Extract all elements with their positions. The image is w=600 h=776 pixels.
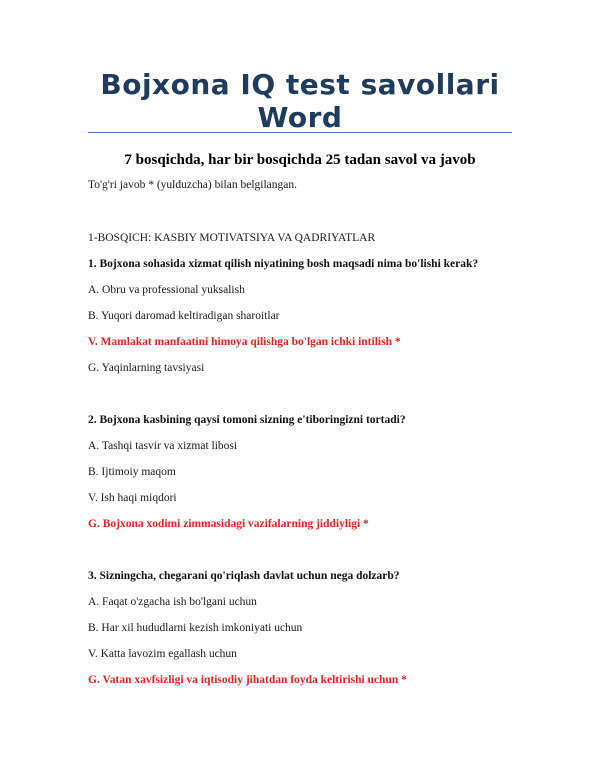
answer-note: To'g'ri javob * (yulduzcha) bilan belgilangan. [88, 179, 297, 191]
answer-option: V. Katta lavozim egallash uchun [88, 648, 237, 660]
question-text: 3. Sizningcha, chegarani qo'riqlash davlat uchun nega dolzarb? [88, 570, 400, 582]
title-divider [88, 132, 512, 133]
answer-option: B. Ijtimoiy maqom [88, 466, 176, 478]
section-heading: 1-BOSQICH: KASBIY MOTIVATSIYA VA QADRIYATLAR [88, 232, 376, 244]
correct-answer-option: V. Mamlakat manfaatini himoya qilishga bo'lgan ichki intilish * [88, 336, 401, 348]
correct-answer-option: G. Bojxona xodimi zimmasidagi vazifalarning jiddiyligi * [88, 518, 369, 530]
document-title: Bojxona IQ test savollari Word [100, 68, 500, 134]
answer-option: A. Faqat o'zgacha ish bo'lgani uchun [88, 596, 257, 608]
answer-option: B. Har xil hududlarni kezish imkoniyati uchun [88, 622, 303, 634]
answer-option: G. Yaqinlarning tavsiyasi [88, 362, 205, 374]
correct-answer-option: G. Vatan xavfsizligi va iqtisodiy jihatdan foyda keltirishi uchun * [88, 674, 407, 686]
answer-option: A. Obru va professional yuksalish [88, 284, 245, 296]
answer-option: A. Tashqi tasvir va xizmat libosi [88, 440, 238, 452]
question-text: 1. Bojxona sohasida xizmat qilish niyatining bosh maqsadi nima bo'lishi kerak? [88, 258, 479, 270]
question-text: 2. Bojxona kasbining qaysi tomoni sizning e'tiboringizni tortadi? [88, 414, 406, 426]
answer-option: B. Yuqori daromad keltiradigan sharoitlar [88, 310, 280, 322]
document-subtitle: 7 bosqichda, har bir bosqichda 25 tadan savol va javob [124, 152, 476, 168]
answer-option: V. Ish haqi miqdori [88, 492, 177, 504]
